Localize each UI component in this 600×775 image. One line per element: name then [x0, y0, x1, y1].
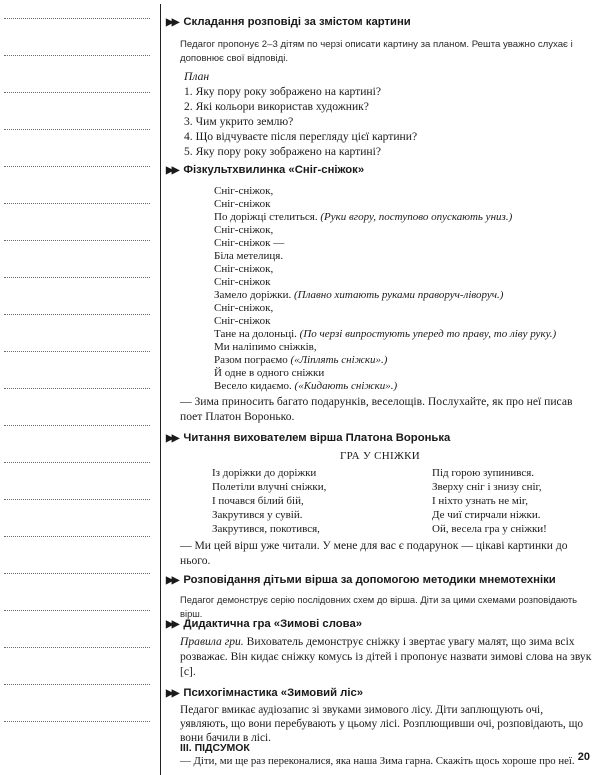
section-heading-psycho: ▶▶ Психогімнастика «Зимовий ліс»	[166, 687, 364, 699]
teacher-note-story: Педагог пропонує 2–3 дітям по черзі описати картину за планом. Решта уважно слухає і доповнює свої відповіді.	[180, 39, 573, 64]
poem-line: І ніхто узнать не міг,	[432, 495, 528, 507]
verse-line: Сніг-сніжок	[214, 315, 271, 327]
poem-line: Зверху сніг і знизу сніг,	[432, 481, 542, 493]
section-heading-mnemonic: ▶▶ Розповідання дітьми вірша за допомогою методики мнемотехніки	[166, 574, 556, 586]
poem-line: Де чиї стирчали ніжки.	[432, 509, 541, 521]
plan-title: План	[184, 70, 210, 83]
margin-divider	[160, 4, 161, 775]
verse-line: Сніг-сніжок,	[214, 302, 274, 314]
poem-line: І почався білий бій,	[212, 495, 304, 507]
verse-line: Сніг-сніжок	[214, 276, 271, 288]
game-rules: Правила гри. Вихователь демонструє сніжку і звертає увагу малят, що зима всіх розважає. Він кидає сніжку комусь із дітей і пропонує назвати зимові слова на звук [с].	[180, 635, 592, 678]
teacher-note-mnemonic: Педагог демонструє серію послідовних схем до вірша. Діти за цими схемами розповідають вірш.	[180, 594, 578, 619]
plan-item: 2. Які кольори використав художник?	[184, 100, 369, 113]
page-number: 20	[577, 751, 590, 763]
plan-item: 1. Яку пору року зображено на картині?	[184, 85, 381, 98]
verse-line: Біла метелиця.	[214, 250, 284, 262]
verse-line: По доріжці стелиться. (Руки вгору, поступово опускають униз.)	[214, 211, 513, 223]
poem-line: Закрутився, покотився,	[212, 523, 320, 535]
plan-item: 4. Що відчуваєте після перегляду цієї картини?	[184, 130, 418, 143]
verse-line: Сніг-сніжок	[214, 198, 271, 210]
double-arrow-icon: ▶▶	[166, 619, 178, 630]
summary-text: — Діти, ми ще раз переконалися, яка наша Зима гарна. Скажіть щось хороше про неї.	[180, 755, 575, 767]
poem-line: Під горою зупинився.	[432, 467, 535, 479]
section-heading-game: ▶▶ Дидактична гра «Зимові слова»	[166, 618, 363, 630]
psycho-text: Педагог вмикає аудіозапис зі звуками зимового лісу. Діти заплющують очі, уявляють, що вони перебувають у цьому лісі. Розплющивши очі, розповідають, що вони бачили в лісі.	[180, 704, 584, 744]
poem-line: Полетіли влучні сніжки,	[212, 481, 327, 493]
double-arrow-icon: ▶▶	[166, 433, 178, 444]
verse-line: Сніг-сніжок,	[214, 263, 274, 275]
section-heading-reading: ▶▶ Читання вихователем вірша Платона Воронька	[166, 432, 451, 444]
summary-heading: ІІІ. ПІДСУМОК	[180, 742, 250, 754]
section-heading-physical: ▶▶ Фізкультхвилинка «Сніг-сніжок»	[166, 164, 365, 176]
verse-line: Замело доріжки. (Плавно хитають руками праворуч-ліворуч.)	[214, 289, 504, 301]
poem-line: Із доріжки до доріжки	[212, 467, 317, 479]
poem-title: ГРА У СНІЖКИ	[340, 450, 420, 462]
notes-margin	[4, 18, 150, 758]
double-arrow-icon: ▶▶	[166, 688, 178, 699]
double-arrow-icon: ▶▶	[166, 17, 178, 28]
plan-item: 3. Чим укрито землю?	[184, 115, 294, 128]
verse-line: Сніг-сніжок,	[214, 185, 274, 197]
verse-line: Весело кидаємо. («Кидають сніжки».)	[214, 380, 398, 392]
double-arrow-icon: ▶▶	[166, 165, 178, 176]
verse-line: Й одне в одного сніжки	[214, 367, 325, 379]
verse-line: Разом пограємо («Ліплять сніжки».)	[214, 354, 388, 366]
poem-line: Закрутився у сувій.	[212, 509, 303, 521]
poem-line: Ой, весела гра у сніжки!	[432, 523, 547, 535]
section-heading-story: ▶▶ Складання розповіді за змістом картини	[166, 16, 411, 28]
verse-line: Сніг-сніжок,	[214, 224, 274, 236]
teacher-speech: — Зима приносить багато подарунків, веселощів. Послухайте, як про неї писав поет Платон Воронько.	[180, 395, 573, 423]
double-arrow-icon: ▶▶	[166, 575, 178, 586]
verse-line: Сніг-сніжок —	[214, 237, 285, 249]
verse-line: Тане на долоньці. (По черзі випростують уперед то праву, то ліву руку.)	[214, 328, 557, 340]
plan-item: 5. Яку пору року зображено на картині?	[184, 145, 381, 158]
verse-line: Ми наліпимо сніжків,	[214, 341, 317, 353]
teacher-speech: — Ми цей вірш уже читали. У мене для вас є подарунок — цікаві картинки до нього.	[180, 539, 568, 567]
